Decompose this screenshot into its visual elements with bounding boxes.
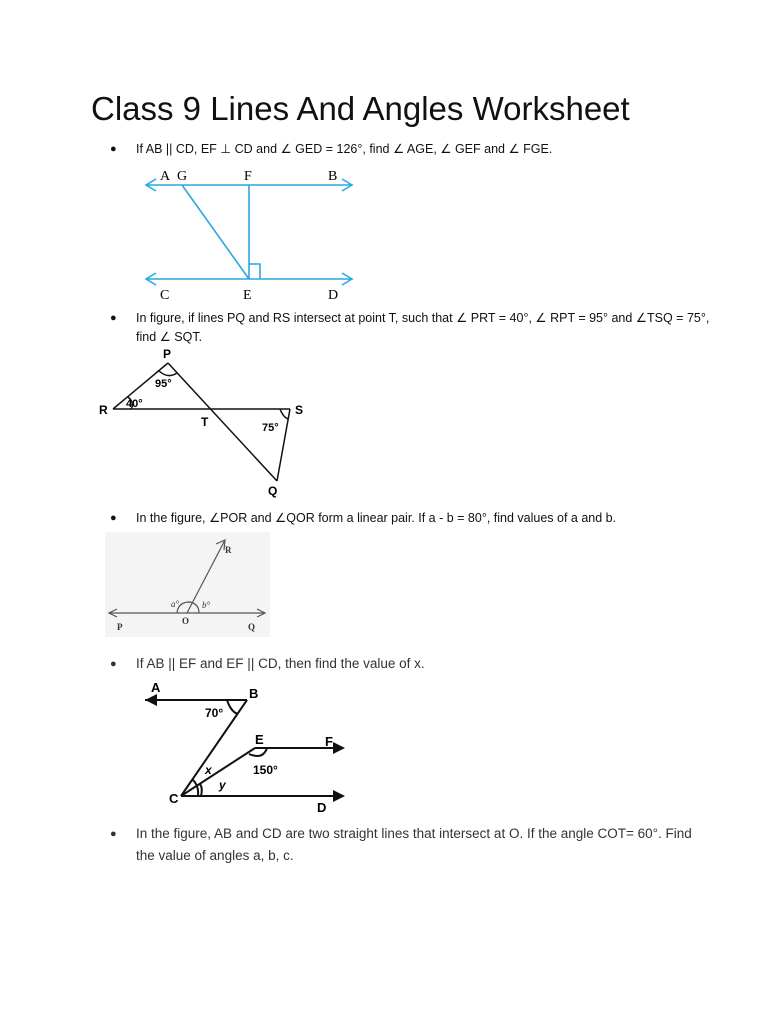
figure-linear-pair: [105, 532, 270, 637]
bullet: ●: [110, 828, 117, 840]
bullet: ●: [110, 658, 117, 670]
label-a: A: [151, 680, 161, 695]
label-g: G: [177, 169, 188, 184]
label-o: O: [182, 616, 190, 626]
label-r: R: [99, 403, 108, 417]
angle-abc: 70°: [205, 706, 224, 720]
label-t: T: [201, 415, 209, 429]
label-c: C: [169, 791, 179, 806]
label-d: D: [317, 800, 327, 815]
label-r: R: [225, 545, 232, 555]
label-b: B: [249, 686, 259, 701]
label-e: E: [243, 288, 252, 303]
question-text: In figure, if lines PQ and RS intersect at point T, such that ∠ PRT = 40°, ∠ RPT = 95° and ∠TSQ = 75°, find ∠ SQT.: [136, 311, 710, 344]
figure-intersecting-lines: [95, 345, 315, 500]
question-1: [110, 140, 710, 159]
label-a: A: [160, 169, 171, 184]
label-b: B: [328, 169, 338, 184]
label-d: D: [328, 288, 339, 303]
label-f: F: [325, 734, 333, 749]
angle-x: x: [205, 763, 212, 777]
figure-parallel-transversal: [135, 678, 360, 818]
label-f: F: [244, 169, 252, 184]
angle-cef: 150°: [253, 763, 278, 777]
bullet: ●: [110, 143, 117, 155]
angle-a: a°: [171, 599, 180, 609]
angle-rpt: 95°: [155, 378, 172, 390]
question-2: [110, 309, 710, 347]
question-3: [110, 509, 710, 528]
page-title: Class 9 Lines And Angles Worksheet: [91, 90, 630, 127]
label-e: E: [255, 732, 264, 747]
question-text: In the figure, AB and CD are two straight lines that intersect at O. If the angle COT= 60°. Find the value of angles a, b, c.: [136, 826, 692, 863]
question-text: If AB || EF and EF || CD, then find the value of x.: [136, 656, 425, 671]
label-q: Q: [268, 484, 278, 498]
angle-b: b°: [202, 600, 211, 610]
angle-tsq: 75°: [262, 422, 279, 434]
label-p: P: [117, 622, 123, 632]
angle-prt: 40°: [126, 398, 143, 410]
bullet: ●: [110, 312, 117, 324]
question-4: [110, 653, 710, 675]
bullet: ●: [110, 512, 117, 524]
question-text: If AB || CD, EF ⊥ CD and ∠ GED = 126°, find ∠ AGE, ∠ GEF and ∠ FGE.: [136, 142, 553, 156]
question-5: [110, 823, 710, 867]
label-s: S: [295, 403, 304, 417]
label-c: C: [160, 288, 170, 303]
angle-y: y: [219, 778, 226, 792]
figure-parallel-lines: [140, 165, 365, 305]
question-text: In the figure, ∠POR and ∠QOR form a linear pair. If a - b = 80°, find values of a and b.: [136, 511, 617, 525]
label-q: Q: [248, 622, 256, 632]
label-p: P: [163, 347, 172, 361]
